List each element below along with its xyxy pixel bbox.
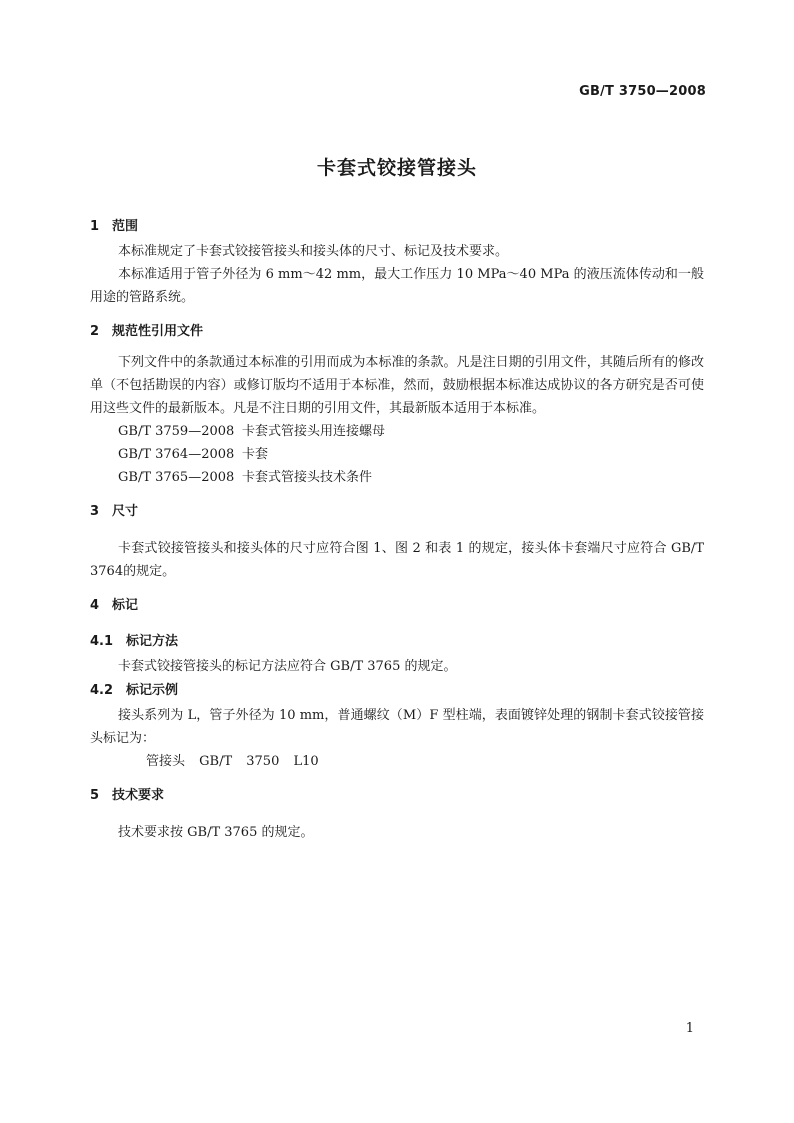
reference-title: 卡套 (242, 447, 269, 462)
section-scope-heading (90, 214, 704, 240)
reference-code: GB/T 3759—2008 (118, 424, 235, 439)
normative-refs-paragraph: 下列文件中的条款通过本标准的引用而成为本标准的条款。凡是注日期的引用文件，其随后所有的修改单（不包括勘误的内容）或修订版均不适用于本标准，然而，鼓励根据本标准达成协议的各方研究是否可使用这些文件的最新版本。凡是不注日期的引用文件，其最新版本适用于本标准。 (90, 355, 704, 416)
section-dimensions-heading (90, 499, 704, 525)
document-body (90, 214, 704, 844)
subsection-marking-method-heading (90, 629, 704, 655)
section-technical-heading (90, 783, 704, 809)
section-number: 1 (90, 219, 100, 234)
reference-code: GB/T 3765—2008 (118, 470, 235, 485)
section-title: 规范性引用文件 (112, 324, 204, 339)
page-number: 1 (685, 1021, 694, 1036)
reference-title: 卡套式管接头用连接螺母 (242, 424, 386, 439)
section-number: 4 (90, 598, 100, 613)
section-title: 尺寸 (112, 504, 139, 519)
reference-item (90, 466, 704, 489)
section-number: 4.1 (90, 634, 114, 649)
reference-title: 卡套式管接头技术条件 (242, 470, 373, 485)
section-title: 技术要求 (112, 788, 165, 803)
section-title: 标记 (112, 598, 139, 613)
marking-example: 管接头 GB/T 3750 L10 (146, 754, 319, 769)
section-title: 标记示例 (126, 683, 179, 698)
section-title: 标记方法 (126, 634, 179, 649)
standard-number: GB/T 3750—2008 (579, 84, 706, 99)
scope-paragraph-1: 本标准规定了卡套式铰接管接头和接头体的尺寸、标记及技术要求。 (118, 244, 509, 259)
section-normative-refs-heading (90, 319, 704, 345)
reference-item (90, 420, 704, 443)
section-number: 4.2 (90, 683, 114, 698)
dimensions-paragraph: 卡套式铰接管接头和接头体的尺寸应符合图 1、图 2 和表 1 的规定，接头体卡套端尺寸应符合 GB/T 3764的规定。 (90, 541, 704, 579)
section-number: 3 (90, 504, 100, 519)
marking-method-paragraph: 卡套式铰接管接头的标记方法应符合 GB/T 3765 的规定。 (118, 659, 457, 674)
technical-paragraph: 技术要求按 GB/T 3765 的规定。 (118, 825, 314, 840)
document-title: 卡套式铰接管接头 (316, 157, 477, 179)
reference-item (90, 443, 704, 466)
scope-paragraph-2: 本标准适用于管子外径为 6 mm～42 mm，最大工作压力 10 MPa～40 MPa 的液压流体传动和一般用途的管路系统。 (90, 267, 704, 305)
marking-example-paragraph: 接头系列为 L，管子外径为 10 mm，普通螺纹（M）F 型柱端，表面镀锌处理的钢制卡套式铰接管接头标记为： (90, 708, 704, 746)
section-marking-heading (90, 593, 704, 619)
reference-code: GB/T 3764—2008 (118, 447, 235, 462)
section-number: 5 (90, 788, 100, 803)
subsection-marking-example-heading (90, 678, 704, 704)
section-title: 范围 (112, 219, 139, 234)
section-number: 2 (90, 324, 100, 339)
